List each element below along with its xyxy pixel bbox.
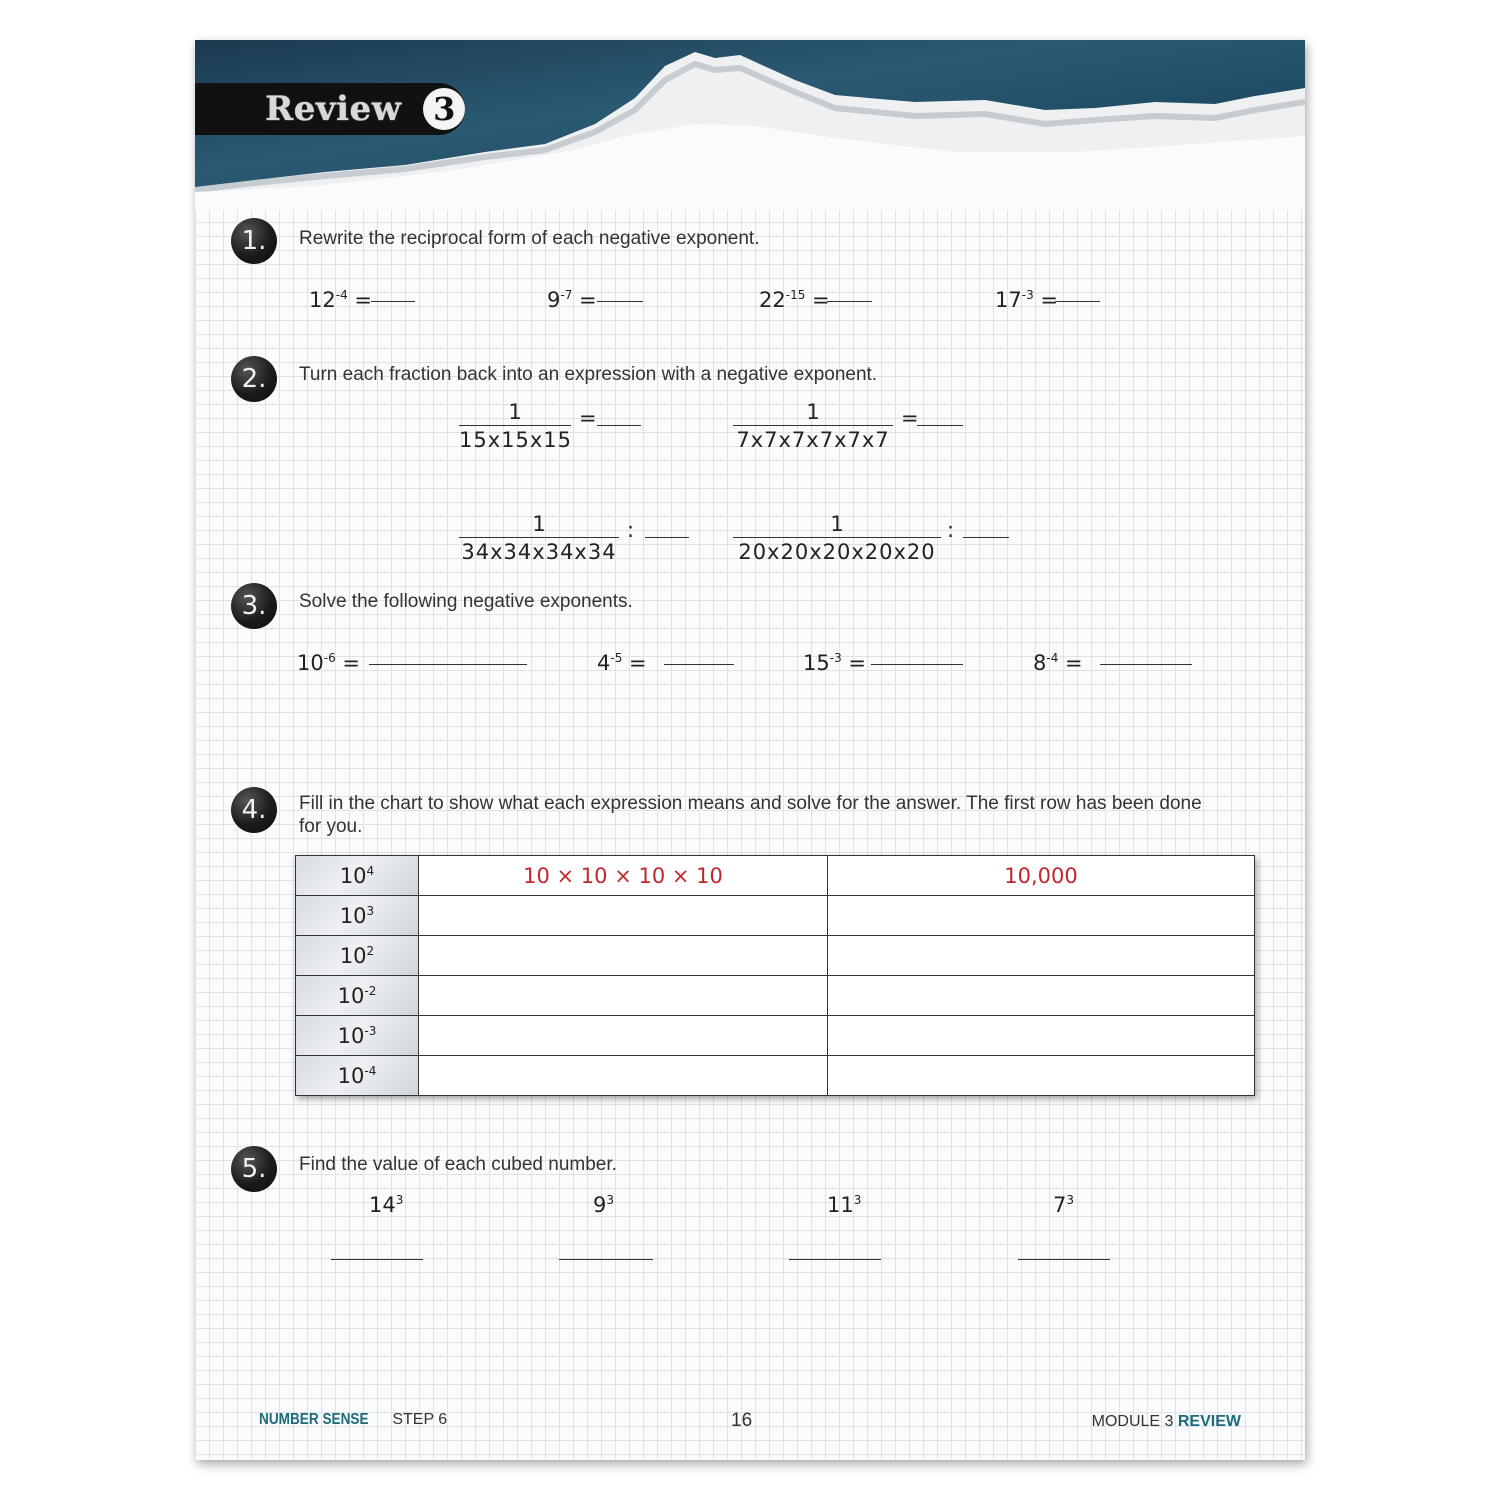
chart-answer-cell: 10,000 <box>828 856 1255 896</box>
review-banner <box>195 83 465 135</box>
question-2-number: 2. <box>231 356 277 402</box>
q5-answer-blank-1[interactable] <box>331 1259 423 1260</box>
question-4-prompt: Fill in the chart to show what each expression means and solve for the answer. The first row has been done for you. <box>299 793 1202 837</box>
chart-expression-cell: $10^4$ <box>296 856 419 896</box>
q3-expression-2: $4^{-5}$ = <box>597 651 647 675</box>
worksheet-page <box>195 40 1305 1460</box>
q2-fraction-2: 1 7x7x7x7x7x7 = <box>733 400 933 460</box>
q5-cube-3: $11^3$ <box>827 1193 862 1217</box>
chart-expression-cell: $10^3$ <box>296 896 419 936</box>
q1-expression-3: $22^{-15}$ = <box>759 288 830 312</box>
chart-expression-cell: $10^{-4}$ <box>296 1056 419 1096</box>
q1-expression-4: $17^{-3}$ = <box>995 288 1058 312</box>
chart-meaning-cell[interactable] <box>419 1056 828 1096</box>
q5-cube-4: $7^3$ <box>1053 1193 1075 1217</box>
q3-expression-3: $15^{-3}$ = <box>803 651 866 675</box>
q1-answer-blank-3[interactable] <box>827 301 872 302</box>
question-5-prompt: Find the value of each cubed number. <box>299 1154 617 1175</box>
chart-meaning-cell[interactable] <box>419 1016 828 1056</box>
q1-answer-blank-2[interactable] <box>597 301 643 302</box>
q2-answer-blank-2[interactable] <box>917 425 963 426</box>
chart-meaning-cell[interactable] <box>419 896 828 936</box>
q2-fraction-1: 1 15x15x15 = <box>459 400 597 452</box>
question-4-number: 4. <box>231 787 277 833</box>
chart-answer-cell[interactable] <box>828 1056 1255 1096</box>
review-title: Review <box>265 89 402 129</box>
q1-answer-blank-1[interactable] <box>371 301 415 302</box>
chart-answer-cell[interactable] <box>828 1016 1255 1056</box>
table-row <box>296 936 1255 976</box>
q5-answer-blank-3[interactable] <box>789 1259 881 1260</box>
chart-expression-cell: $10^{-3}$ <box>296 1016 419 1056</box>
q2-fraction-3: 1 34x34x34x34 : <box>459 512 659 572</box>
q2-answer-blank-4[interactable] <box>963 537 1009 538</box>
question-3-number: 3. <box>231 583 277 629</box>
q5-answer-blank-2[interactable] <box>559 1259 653 1260</box>
page-number: 16 <box>731 1410 753 1431</box>
table-row <box>296 976 1255 1016</box>
q5-cube-2: $9^3$ <box>593 1193 615 1217</box>
question-3-prompt: Solve the following negative exponents. <box>299 591 633 612</box>
table-row <box>296 1056 1255 1096</box>
q2-answer-blank-1[interactable] <box>597 425 641 426</box>
q1-expression-2: $9^{-7}$ = <box>547 288 597 312</box>
q5-cube-1: $14^3$ <box>369 1193 404 1217</box>
chart-answer-cell[interactable] <box>828 896 1255 936</box>
q5-answer-blank-4[interactable] <box>1018 1259 1110 1260</box>
chart-meaning-cell[interactable] <box>419 936 828 976</box>
review-number-badge: 3 <box>423 88 465 130</box>
footer-book-title: NUMBER SENSE STEP 6 <box>259 1411 448 1428</box>
question-1-prompt: Rewrite the reciprocal form of each negative exponent. <box>299 228 760 249</box>
chart-expression-cell: $10^2$ <box>296 936 419 976</box>
table-row <box>296 856 1255 896</box>
q2-fraction-4: 1 20x20x20x20x20 : <box>733 512 973 572</box>
question-5-number: 5. <box>231 1146 277 1192</box>
q1-answer-blank-4[interactable] <box>1055 301 1100 302</box>
q3-expression-1: $10^{-6}$ = <box>297 651 360 675</box>
footer-module-label: MODULE 3 REVIEW <box>1091 1413 1241 1430</box>
question-2-prompt: Turn each fraction back into an expression with a negative exponent. <box>299 364 878 385</box>
table-row <box>296 1016 1255 1056</box>
question-1-number: 1. <box>231 218 277 264</box>
q3-answer-blank-2[interactable] <box>664 664 734 665</box>
q3-answer-blank-1[interactable] <box>369 664 527 665</box>
chart-answer-cell[interactable] <box>828 976 1255 1016</box>
chart-meaning-cell[interactable] <box>419 976 828 1016</box>
q3-answer-blank-3[interactable] <box>871 664 963 665</box>
table-row <box>296 896 1255 936</box>
q2-answer-blank-3[interactable] <box>645 537 689 538</box>
q3-answer-blank-4[interactable] <box>1100 664 1192 665</box>
exponent-chart <box>295 855 1255 1096</box>
chart-answer-cell[interactable] <box>828 936 1255 976</box>
chart-meaning-cell: 10 × 10 × 10 × 10 <box>419 856 828 896</box>
chart-expression-cell: $10^{-2}$ <box>296 976 419 1016</box>
q1-expression-1: $12^{-4}$ = <box>309 288 372 312</box>
q3-expression-4: $8^{-4}$ = <box>1033 651 1083 675</box>
